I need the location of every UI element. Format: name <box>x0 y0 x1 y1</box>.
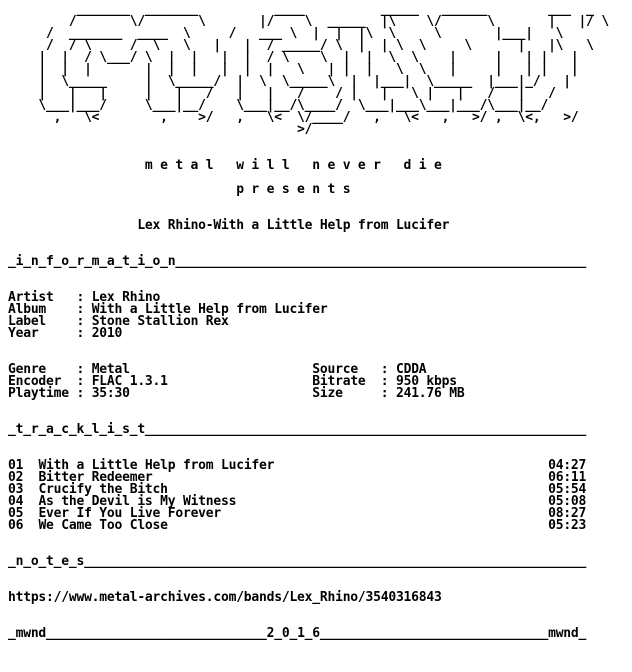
nfo-text: _______ _______ ____ _____ ______ ___ _ / \/ \ |/ \ _____ |\ \/ \ | |/ \ / _______ ____ \ / ___ \ | | |\ \ \ |___| \ / / \ / \ \ | | / _____/ \ | | \ \ \ | |\ \ | | / \___/ \ | | | | / \ \ | | \ \ | | | | | | | | | | | | | | \ | | | \ \ | | | | | | \_____ | \_____/ | \ \_____\ | |___| \_____ |___|_/ | | | | | | / | | / / | | \ | | / | / \___|___/ \___|__/ \___|__/\____/ \___|___\___|___/\___|__/ , \< , >/ , \< \/____/ , \< , >/ , \<, >/ >/ m e t a l w i l l n e v e r d i e p r e s e n t s Lex Rhino-With a Little Help from Lucifer _i_n_f_o_r_m_a_t_i_o_n______________________________________________________ Artist : Lex Rhino Album : With a Little Help from Lucifer Label : Stone Stallion Rex Year : 2010 Genre : Metal Source : CDDA Encoder : FLAC 1.3.1 Bitrate : 950 kbps Playtime : 35:30 Size : 241.76 MB _t_r_a_c_k_l_i_s_t__________________________________________________________ 01 With a Little Help from Lucifer 04:27 02 Bitter Redeemer 06:11 03 Crucify the Bitch 05:54 04 As the Devil is My Witness 05:08 05 Ever If You Live Forever 08:27 06 We Came Too Close 05:23 _n_o_t_e_s__________________________________________________________________ https://www.metal-archives.com/bands/Lex_Rhino/3540316843 _mwnd_____________________________2_0_1_6______________________________mwnd_ <box>8 2 609 641</box>
encoder-label: Encoder <box>8 374 77 389</box>
track-number: 02 <box>8 470 24 485</box>
track-duration: 06:11 <box>548 470 587 485</box>
presents-label: p r e s e n t s <box>236 182 351 197</box>
track-title: Ever If You Live Forever <box>38 506 221 521</box>
source-label: Source <box>312 362 381 377</box>
year-label: Year <box>8 326 77 341</box>
track-number: 05 <box>8 506 24 521</box>
record-label-value: Stone Stallion Rex <box>91 314 229 329</box>
track-title: With a Little Help from Lucifer <box>38 458 275 473</box>
album-label: Album <box>8 302 77 317</box>
tagline: m e t a l w i l l n e v e r d i e <box>144 158 442 173</box>
track-number: 04 <box>8 494 24 509</box>
track-title: As the Devil is My Witness <box>38 494 237 509</box>
track-number: 06 <box>8 518 24 533</box>
artist-value: Lex Rhino <box>91 290 161 305</box>
footer-year: 2_0_1_6 <box>266 626 320 641</box>
bitrate-value: 950 kbps <box>395 374 457 389</box>
playtime-label: Playtime <box>8 386 77 401</box>
track-duration: 08:27 <box>548 506 587 521</box>
size-value: 241.76 MB <box>395 386 465 401</box>
track-duration: 05:54 <box>548 482 587 497</box>
track-duration: 05:23 <box>548 518 587 533</box>
track-title: Crucify the Bitch <box>38 482 168 497</box>
section-header-notes: _n_o_t_e_s_ <box>8 554 92 569</box>
genre-label: Genre <box>8 362 77 377</box>
section-header-information: _i_n_f_o_r_m_a_t_i_o_n_ <box>8 254 183 269</box>
year-value: 2010 <box>91 326 123 341</box>
track-number: 01 <box>8 458 24 473</box>
album-value: With a Little Help from Lucifer <box>91 302 328 317</box>
release-title: Lex Rhino-With a Little Help from Lucifer <box>137 218 450 233</box>
size-label: Size <box>312 386 381 401</box>
encoder-value: FLAC 1.3.1 <box>91 374 168 389</box>
mwnd-ascii-logo: _______ _______ ____ _____ ______ ___ _ / \/ \ |/ \ _____ |\ \/ \ | |/ \ / _______ ____ \ / ___ \ | | |\ \ \ |___| \ / / \ / \ \ | | / _____/ \ | | \ \ \ | |\ \ | | / \___/ \ | | | | / \ \ | | \ \ | | | | | | | | | | | | | | \ | | | \ \ | | | | | | \_____ | \_____/ | \ \_____\ | |___| \_____ |___|_/ | | | | | | / | | / / | | \ | | / | / \___|___/ \___|__/ \___|__/\____/ \___|___\___|___/\___|__/ , \< , >/ , \< \/____/ , \< , >/ , \<, >/ >/ <box>38 2 609 137</box>
track-duration: 05:08 <box>548 494 587 509</box>
playtime-value: 35:30 <box>91 386 130 401</box>
track-title: Bitter Redeemer <box>38 470 153 485</box>
footer-left: _mwnd <box>8 626 47 641</box>
genre-value: Metal <box>91 362 130 377</box>
source-value: CDDA <box>395 362 427 377</box>
track-title: We Came Too Close <box>38 518 168 533</box>
artist-label: Artist <box>8 290 77 305</box>
track-number: 03 <box>8 482 24 497</box>
footer-right: mwnd_ <box>548 626 587 641</box>
notes-url: https://www.metal-archives.com/bands/Lex_Rhino/3540316843 <box>8 590 442 605</box>
bitrate-label: Bitrate <box>312 374 381 389</box>
section-header-tracklist: _t_r_a_c_k_l_i_s_t_ <box>8 422 153 437</box>
record-label-label: Label <box>8 314 77 329</box>
track-duration: 04:27 <box>548 458 587 473</box>
